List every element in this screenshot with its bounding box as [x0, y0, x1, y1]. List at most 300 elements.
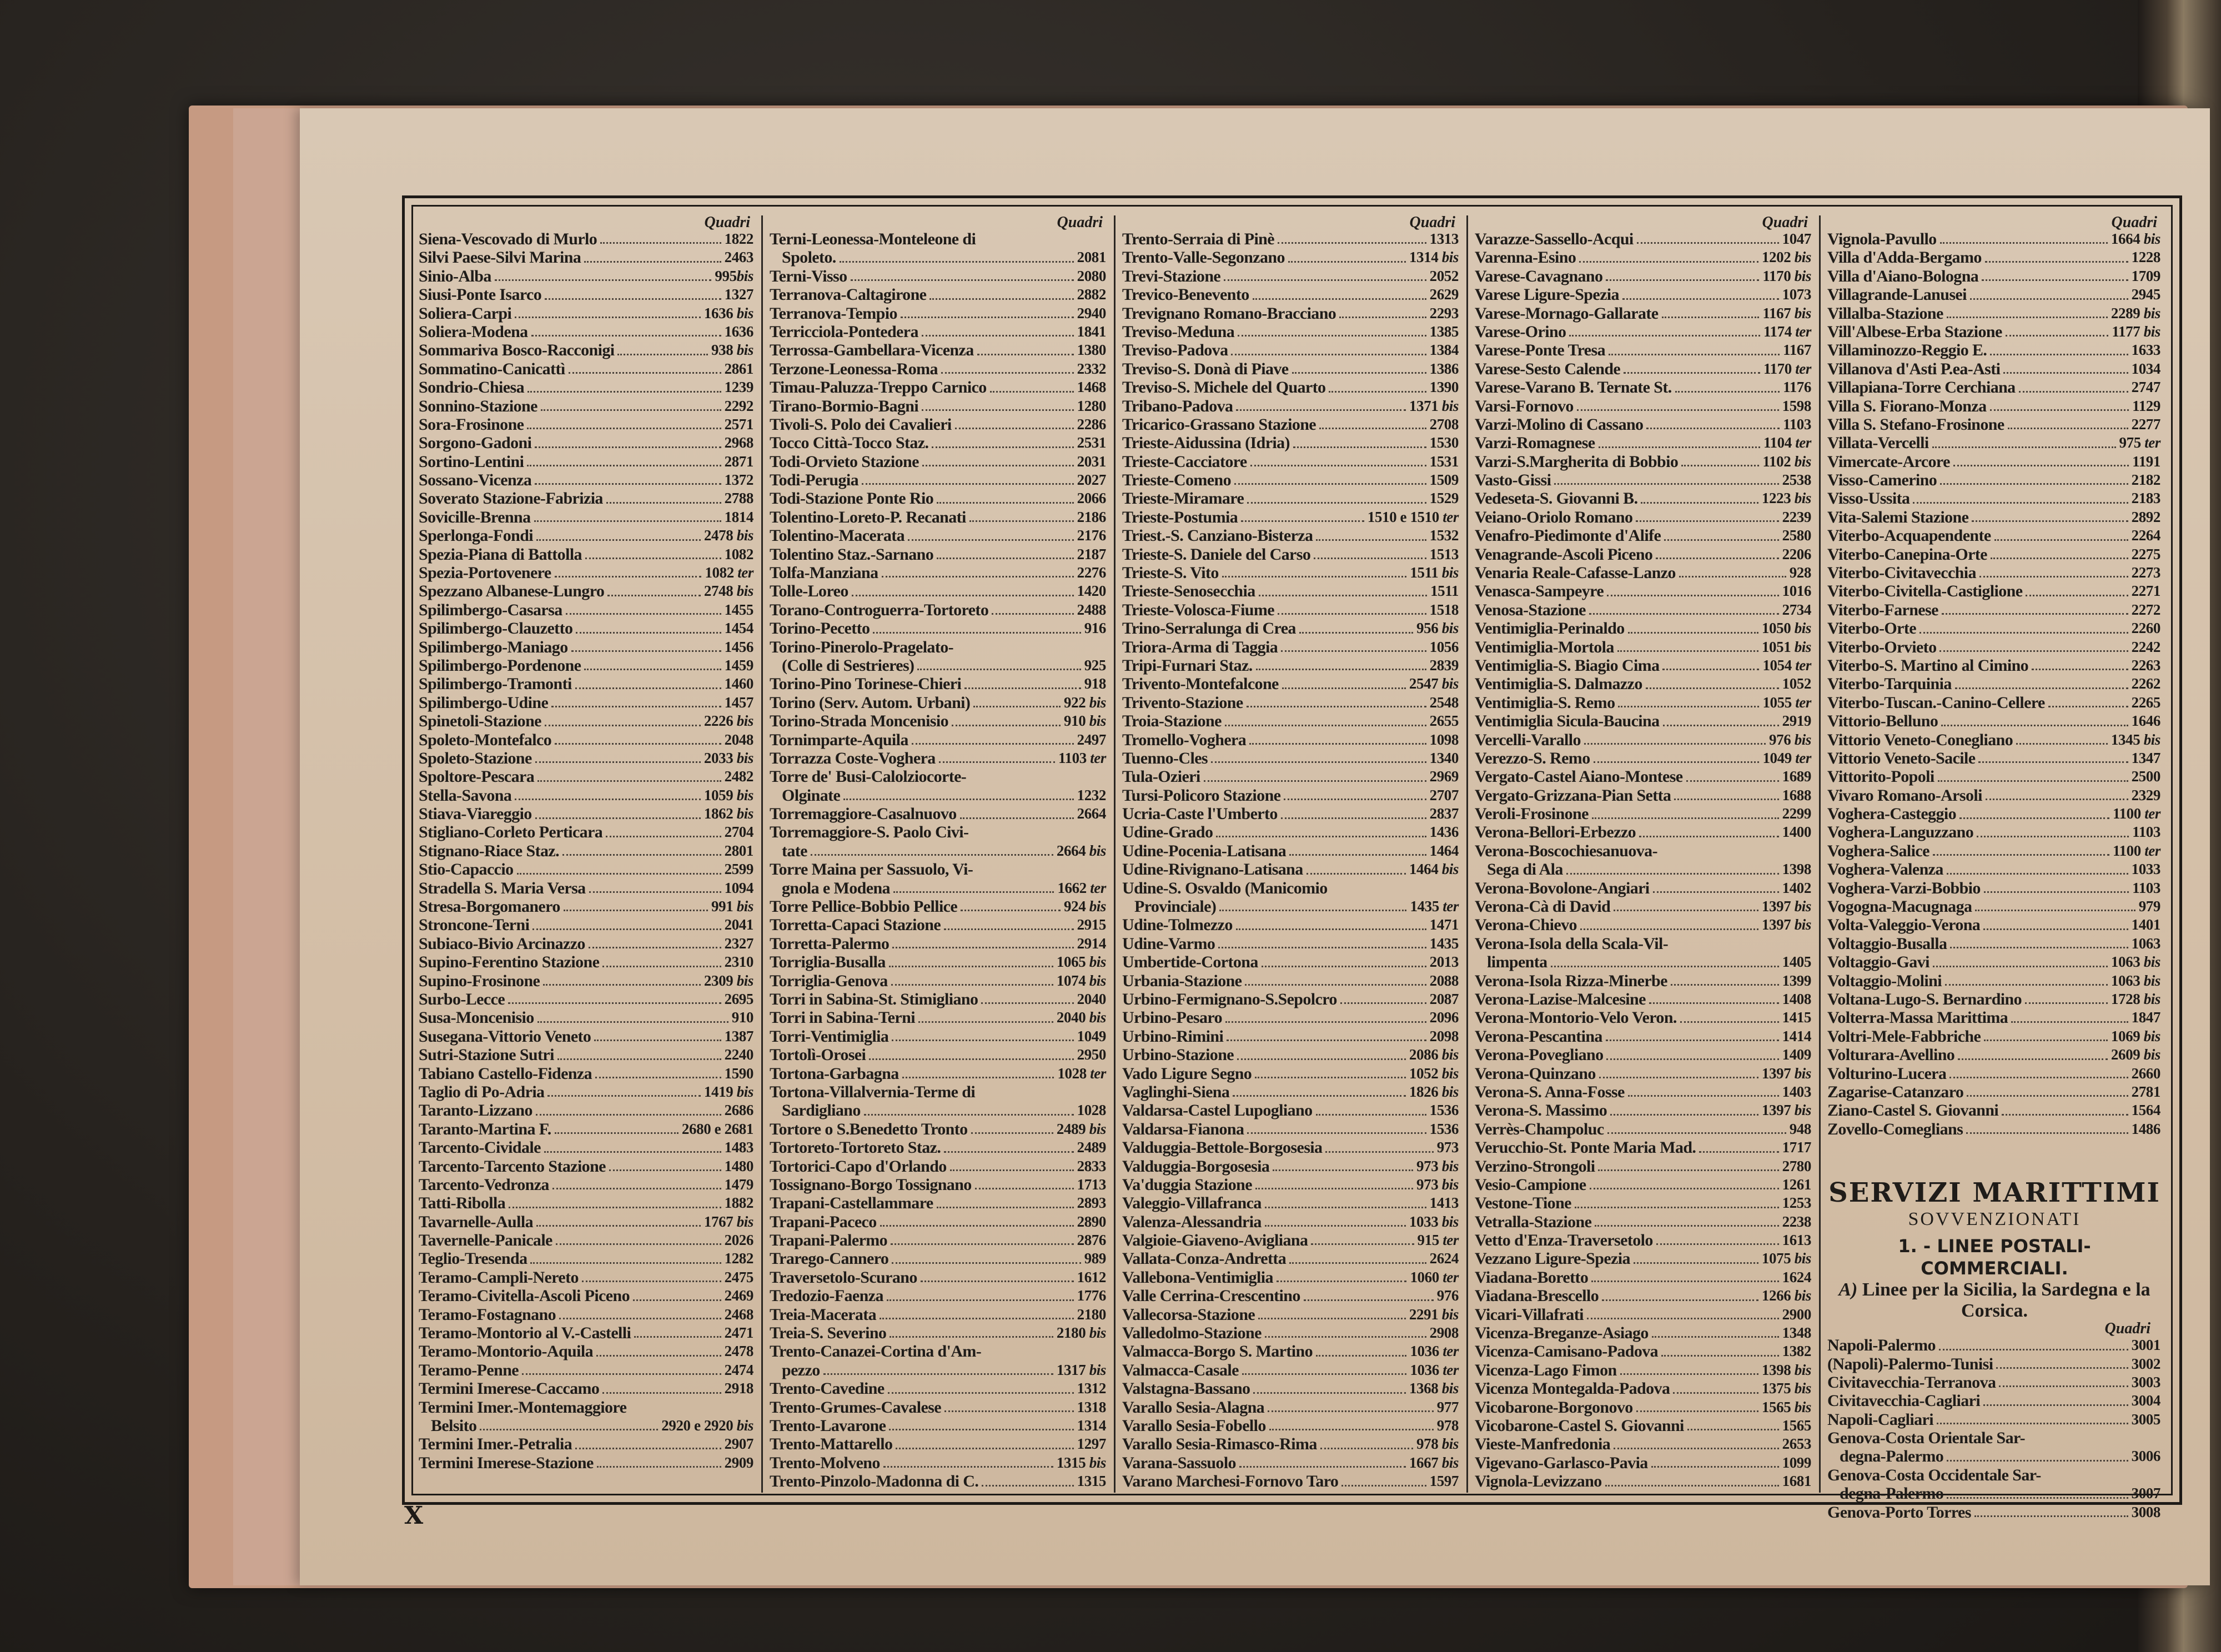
table-number: 2624 [1429, 1250, 1459, 1267]
table-number: 1400 [1782, 824, 1811, 841]
route-name: Timau-Paluzza-Treppo Carnico [770, 378, 987, 397]
route-name: Trevignano Romano-Bracciano [1122, 304, 1336, 323]
dot-leader [1959, 817, 2109, 819]
index-entry [1822, 619, 2167, 637]
table-number: 2629 [1429, 286, 1459, 303]
dot-leader [1958, 1058, 2108, 1060]
dot-leader [537, 780, 721, 782]
index-entry [1469, 638, 1818, 656]
table-number: 2686 [724, 1102, 753, 1119]
route-name: Villapiana-Torre Cerchiana [1827, 378, 2016, 397]
table-number: 2292 [724, 397, 753, 414]
index-entry [1822, 1466, 2167, 1484]
maritime-subtitle: SOVVENZIONATI [1908, 1209, 2081, 1230]
dot-leader [1636, 1410, 1758, 1412]
index-entry [1469, 749, 1818, 767]
table-number: 1102 bis [1762, 453, 1811, 470]
index-entry [413, 471, 760, 489]
table-number: 2660 [2131, 1064, 2160, 1082]
index-entry [764, 619, 1113, 637]
table-number: 1314 [1077, 1417, 1106, 1434]
index-entry [764, 1268, 1113, 1287]
dot-leader [2011, 1021, 2128, 1023]
table-number: 2478 [724, 1343, 753, 1360]
dot-leader [1247, 502, 1426, 504]
dot-leader [1939, 650, 2128, 652]
table-number: 924 bis [1064, 898, 1106, 915]
index-entry [413, 1305, 760, 1324]
index-entry [1822, 972, 2167, 990]
dot-leader [545, 298, 721, 300]
route-name: Visso-Ussita [1827, 489, 1910, 508]
route-name: Voghera-Salice [1827, 841, 1929, 860]
index-entry [1822, 397, 2167, 415]
dot-leader [1661, 1355, 1779, 1357]
dot-leader [555, 576, 702, 578]
dot-leader [1680, 1021, 1779, 1023]
index-entry [1822, 749, 2167, 767]
table-number: 1419 bis [704, 1083, 753, 1100]
dot-leader [617, 354, 708, 355]
table-number: 1409 [1782, 1046, 1811, 1063]
dot-leader [634, 1336, 721, 1338]
dot-leader [1624, 372, 1760, 374]
route-name: Vicari-Villafrati [1475, 1305, 1584, 1324]
route-name: Vercelli-Varallo [1475, 730, 1581, 749]
table-number: 2040 [1077, 991, 1106, 1007]
table-number: 1380 [1077, 342, 1106, 359]
dot-leader [1319, 428, 1426, 429]
route-name: Valenza-Alessandria [1122, 1212, 1262, 1231]
index-entry [764, 767, 1113, 786]
route-name: Veiano-Oriolo Romano [1475, 508, 1633, 526]
route-name: pezzo [782, 1360, 820, 1379]
dot-leader [891, 1243, 1074, 1245]
route-name: Trieste-Miramare [1122, 489, 1244, 508]
index-entry [764, 341, 1113, 359]
dot-leader [892, 1262, 1081, 1264]
route-name: Verona-Povegliano [1475, 1046, 1604, 1064]
table-number: 2900 [1782, 1305, 1811, 1323]
table-number: 1403 [1782, 1083, 1811, 1100]
index-entry [1822, 1046, 2167, 1064]
index-entry [764, 230, 1113, 248]
route-name: Vergato-Castel Aiano-Montese [1475, 767, 1683, 786]
table-number: 2309 bis [704, 972, 753, 989]
table-number: 1464 [1429, 842, 1459, 859]
index-entry [1469, 526, 1818, 545]
table-number: 2471 [724, 1324, 753, 1342]
index-entry [1117, 1231, 1465, 1249]
index-entry [413, 360, 760, 378]
dot-leader [823, 1373, 1053, 1375]
dot-leader [1628, 632, 1758, 634]
route-name: Viterbo-Civitavecchia [1827, 564, 1976, 583]
route-name: Voltri-Mele-Fabbriche [1827, 1027, 1981, 1046]
index-entry [413, 1342, 760, 1360]
dot-leader [596, 1355, 721, 1357]
route-name: Varese Ligure-Spezia [1475, 285, 1619, 304]
route-name: Zovello-Comeglians [1827, 1119, 1963, 1138]
index-entry [413, 341, 760, 359]
route-name: Tromello-Voghera [1122, 730, 1247, 749]
route-name: Torre Maina per Sassuolo, Vi- [770, 860, 973, 879]
route-name: Vittorito-Popoli [1827, 767, 1934, 786]
route-name: Verona-Lazise-Malcesine [1475, 990, 1646, 1008]
index-entry [1469, 656, 1818, 675]
table-number: 1049 ter [1762, 749, 1811, 766]
dot-leader [902, 1077, 1054, 1078]
table-number: 2538 [1782, 471, 1811, 489]
dot-leader [1219, 910, 1406, 911]
dot-leader [571, 650, 721, 652]
dot-leader [908, 539, 1074, 541]
route-name: Villa S. Stefano-Frosinone [1827, 415, 2004, 434]
index-entry [764, 1417, 1113, 1435]
dot-leader [600, 242, 721, 244]
table-number: 1317 bis [1056, 1361, 1106, 1378]
index-entry [1469, 694, 1818, 712]
dot-leader [1699, 1151, 1778, 1153]
table-number: 1034 [2131, 360, 2160, 377]
table-number: 1297 [1077, 1435, 1106, 1453]
route-name: Tarcento-Cividale [419, 1138, 541, 1157]
index-entry [764, 1435, 1113, 1453]
table-number: 1529 [1429, 490, 1459, 507]
route-name: Torino-Pino Torinese-Chieri [770, 675, 962, 694]
index-entry [1117, 824, 1465, 842]
dot-leader [840, 261, 1074, 263]
index-entry [413, 1138, 760, 1157]
dot-leader [606, 502, 721, 504]
route-name: Genova-Porto Torres [1827, 1503, 1971, 1522]
dot-leader [509, 1207, 721, 1208]
route-name: Todi-Perugia [770, 471, 859, 490]
table-number: 976 [1436, 1287, 1459, 1304]
index-entry [764, 990, 1113, 1008]
index-entry [1469, 453, 1818, 471]
index-entry [764, 935, 1113, 953]
dot-leader [1994, 539, 2128, 541]
index-entry [1117, 1249, 1465, 1268]
table-number: 1415 [1782, 1009, 1811, 1026]
route-name: Vicobarone-Castel S. Giovanni [1475, 1416, 1684, 1435]
route-name: Sommatino-Canicattì [419, 359, 565, 378]
index-entry [1469, 1027, 1818, 1046]
route-name: Tricarico-Grassano Stazione [1122, 415, 1316, 434]
dot-leader [1651, 1466, 1779, 1468]
dot-leader [1216, 836, 1426, 837]
table-number: 1402 [1782, 879, 1811, 896]
index-entry [1822, 879, 2167, 897]
dot-leader [1234, 483, 1426, 485]
table-number: 1728 bis [2111, 991, 2160, 1007]
table-number: 1315 bis [1056, 1454, 1106, 1471]
table-number: 1372 [724, 471, 753, 489]
dot-leader [1225, 1021, 1426, 1023]
dot-leader [1947, 1497, 2128, 1499]
table-number: 1479 [724, 1176, 753, 1193]
index-entry [764, 1249, 1113, 1268]
dot-leader [515, 317, 701, 318]
dot-leader [1551, 966, 1779, 967]
route-name: Tornimparte-Aquila [770, 730, 908, 749]
table-number: 1385 [1429, 323, 1459, 340]
route-name: Tolle-Loreo [770, 582, 848, 601]
index-entry [764, 545, 1113, 564]
route-name: Trieste-Comeno [1122, 471, 1231, 490]
table-number: 1314 bis [1409, 249, 1459, 266]
route-name: Spezia-Portovenere [419, 564, 551, 583]
index-entry [764, 1157, 1113, 1176]
table-number: 2653 [1782, 1435, 1811, 1453]
maritime-services-block [1822, 1138, 2167, 1336]
table-number: 2052 [1429, 267, 1459, 284]
index-entry [413, 675, 760, 693]
route-name: Vittorio Veneto-Conegliano [1827, 730, 2013, 749]
dot-leader [1262, 966, 1426, 967]
table-number: 1397 bis [1761, 916, 1811, 933]
table-number: 2781 [2131, 1083, 2160, 1100]
index-entry [1469, 1101, 1818, 1119]
dot-leader [1947, 317, 2108, 318]
dot-leader [530, 1262, 721, 1264]
index-entry [764, 285, 1113, 304]
route-name: Tuenno-Cles [1122, 749, 1208, 767]
route-name: Teglio-Tresenda [419, 1249, 527, 1268]
table-number: 1060 ter [1410, 1268, 1459, 1286]
index-column-5-list [1822, 215, 2167, 1138]
route-name: Trento-Serraia di Pinè [1122, 229, 1274, 248]
table-number: 2571 [724, 415, 753, 433]
index-entry [1822, 508, 2167, 526]
table-number: 1468 [1077, 379, 1106, 396]
dot-leader [1983, 1404, 2128, 1406]
index-entry [1469, 916, 1818, 934]
route-name: Udine-Tolmezzo [1122, 916, 1233, 935]
route-name: Vigevano-Garlasco-Pavia [1475, 1453, 1648, 1472]
route-name: Valduggia-Borgosesia [1122, 1157, 1270, 1176]
index-entry [764, 360, 1113, 378]
index-entry [1822, 824, 2167, 842]
table-number: 1397 bis [1761, 1102, 1811, 1119]
dot-leader [575, 1448, 721, 1449]
index-entry [764, 1454, 1113, 1472]
index-entry [1117, 935, 1465, 953]
route-name: Soliera-Carpi [419, 304, 512, 323]
route-name: Voghera-Languzzano [1827, 823, 1974, 842]
index-entry [413, 1027, 760, 1046]
route-name: Sonnino-Stazione [419, 396, 537, 415]
table-number: 915 ter [1417, 1232, 1459, 1249]
index-entry [413, 1398, 760, 1417]
dot-leader [1984, 1040, 2108, 1041]
route-name: Todi-Stazione Ponte Rio [770, 489, 934, 508]
dot-leader [531, 335, 721, 337]
dot-leader [522, 1373, 721, 1375]
route-name: Trapani-Palermo [770, 1231, 888, 1250]
maritime-subsection-text: Linee per la Sicilia, la Sardegna e la Corsica. [1862, 1279, 2150, 1322]
dot-leader [1610, 1114, 1758, 1116]
index-entry [1822, 656, 2167, 675]
index-entry [1117, 248, 1465, 267]
dot-leader [1247, 1132, 1426, 1134]
index-entry [1117, 1435, 1465, 1453]
index-entry [764, 656, 1113, 675]
index-entry [413, 1324, 760, 1342]
route-name: Terranova-Tempio [770, 304, 897, 323]
table-number: 2969 [1429, 768, 1459, 785]
table-number: 977 [1436, 1398, 1459, 1415]
route-name: Vallecorsa-Stazione [1122, 1305, 1255, 1324]
dot-leader [2002, 1114, 2128, 1116]
dot-leader [811, 854, 1053, 856]
dot-leader [1606, 279, 1759, 281]
table-number: 1266 bis [1761, 1287, 1811, 1304]
index-entry [764, 916, 1113, 934]
dot-leader [896, 1448, 1073, 1449]
dot-leader [883, 1466, 1053, 1468]
route-name: Verrès-Champoluc [1475, 1119, 1604, 1138]
table-number: 979 [2138, 898, 2160, 915]
dot-leader [1614, 1448, 1778, 1449]
route-name: Tivoli-S. Polo dei Cavalieri [770, 415, 952, 434]
route-name: Viterbo-Orvieto [1827, 637, 1937, 656]
dot-leader [582, 1281, 721, 1282]
index-entry [1117, 972, 1465, 990]
index-entry [1469, 1176, 1818, 1194]
table-number: 2066 [1077, 490, 1106, 507]
dot-leader [535, 446, 721, 448]
index-table-inner-frame [411, 205, 2173, 1522]
index-entry [413, 323, 760, 341]
table-number: 1063 [2131, 935, 2160, 952]
table-number: 2918 [724, 1380, 753, 1397]
route-name: Termini Imer.-Petralia [419, 1435, 572, 1454]
table-number: 1667 bis [1409, 1454, 1459, 1471]
table-number: 995bis [715, 267, 753, 284]
quadri-header: Quadri [1762, 214, 1808, 231]
dot-leader [1577, 409, 1779, 411]
table-number: 1826 bis [1409, 1083, 1459, 1100]
route-name: Trento-Cavedine [770, 1379, 885, 1398]
dot-leader [1646, 687, 1779, 689]
route-name: Vicenza-Lago Fimon [1475, 1360, 1617, 1379]
route-name: Urbino-Stazione [1122, 1046, 1234, 1064]
table-number: 2907 [724, 1435, 753, 1453]
table-number: 1405 [1782, 953, 1811, 971]
table-number: 2945 [2131, 286, 2160, 303]
index-entry [413, 1417, 760, 1435]
table-number: 2861 [724, 360, 753, 377]
index-column-4 [1469, 215, 1818, 1493]
dot-leader [1325, 1151, 1433, 1153]
route-name: Vittorio-Belluno [1827, 712, 1938, 731]
route-name: Subiaco-Bivio Arcinazzo [419, 934, 585, 953]
index-entry [413, 638, 760, 656]
dot-leader [1269, 1429, 1434, 1430]
dot-leader [1662, 317, 1760, 318]
index-entry [764, 304, 1113, 323]
dot-leader [602, 966, 721, 967]
index-entry [1822, 694, 2167, 712]
page-number: X [404, 1502, 424, 1530]
table-number: 1624 [1782, 1268, 1811, 1286]
dot-leader [534, 520, 721, 522]
index-entry [764, 749, 1113, 767]
column-divider [1819, 215, 1821, 1493]
index-entry [413, 731, 760, 749]
route-name: Taranto-Lizzano [419, 1101, 532, 1120]
index-entry [1469, 508, 1818, 526]
table-number: 2680 e 2681 [681, 1120, 753, 1137]
dot-leader [1641, 502, 1758, 504]
index-entry [1469, 304, 1818, 323]
dot-leader [1293, 446, 1426, 448]
dot-leader [1339, 317, 1426, 318]
index-entry [1469, 415, 1818, 434]
table-number: 916 [1084, 620, 1106, 637]
route-name: Verona-S. Anna-Fosse [1475, 1082, 1625, 1101]
table-number: 1261 [1782, 1176, 1811, 1193]
route-name: Belsito [431, 1416, 477, 1435]
route-name: Volturara-Avellino [1827, 1046, 1955, 1064]
table-number: 2276 [1077, 564, 1106, 581]
table-number: 2096 [1429, 1009, 1459, 1026]
index-entry [413, 1083, 760, 1101]
dot-leader [1606, 1058, 1778, 1060]
dot-leader [2008, 428, 2128, 429]
dot-leader [1945, 984, 2108, 986]
route-name: Torri in Sabina-St. Stimigliano [770, 990, 978, 1008]
route-name: Spoleto. [782, 248, 836, 267]
dot-leader [932, 446, 1073, 448]
table-number: 1767 bis [704, 1213, 753, 1230]
index-entry [764, 1472, 1113, 1490]
table-number: 2310 [724, 953, 753, 971]
index-entry [1822, 1355, 2167, 1373]
route-name: Vieste-Manfredonia [1475, 1435, 1611, 1454]
route-name: Sora-Frosinone [419, 415, 524, 434]
route-name: Varese-Mornago-Gallarate [1475, 304, 1659, 323]
route-name: Olginate [782, 786, 841, 805]
table-number: 918 [1084, 675, 1106, 692]
route-name: Treviso-S. Michele del Quarto [1122, 378, 1326, 397]
route-name: Stignano-Riace Staz. [419, 841, 559, 860]
table-number: 1055 ter [1762, 694, 1811, 711]
index-entry [413, 749, 760, 767]
table-number: 1536 [1429, 1102, 1459, 1119]
table-number: 1480 [724, 1157, 753, 1174]
route-name: Verona-Chievo [1475, 916, 1577, 935]
route-name: Ventimiglia-S. Biagio Cima [1475, 656, 1660, 675]
index-entry [764, 1046, 1113, 1064]
index-entry [1469, 786, 1818, 805]
table-number: 2463 [724, 249, 753, 266]
table-number: 2182 [2131, 471, 2160, 489]
table-number: 1052 bis [1409, 1064, 1459, 1082]
route-name: Urbania-Stazione [1122, 971, 1242, 990]
index-entry [1469, 1120, 1818, 1138]
table-number: 2839 [1429, 656, 1459, 674]
dot-leader [912, 743, 1074, 745]
table-number: 1129 [2132, 397, 2160, 414]
index-entry [1469, 897, 1818, 916]
route-name: Tolfa-Manziana [770, 564, 878, 583]
index-entry [413, 508, 760, 526]
index-entry [1117, 656, 1465, 675]
route-name: Ventimiglia-Perinaldo [1475, 619, 1625, 638]
